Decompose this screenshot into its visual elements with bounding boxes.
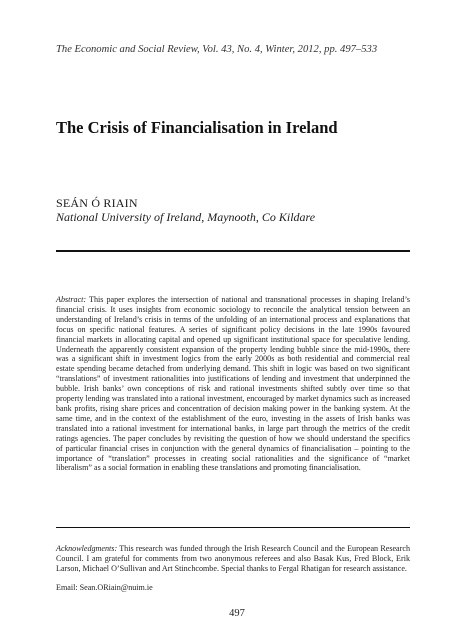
page-number: 497 — [229, 608, 245, 619]
abstract-paragraph — [56, 295, 410, 473]
author-email: Email: Sean.ORiain@nuim.ie — [56, 583, 153, 592]
author-name: SEÁN Ó RIAIN — [56, 196, 138, 210]
bottom-divider — [56, 527, 410, 528]
acknowledgments-label: Acknowledgments: — [56, 544, 118, 553]
article-title: The Crisis of Financialisation in Ireland — [56, 118, 338, 137]
top-divider — [56, 250, 410, 252]
author-affiliation: National University of Ireland, Maynooth, Co Kildare — [56, 210, 316, 224]
abstract-text: This paper explores the intersection of national and transnational processes in shaping Ireland’s financial crisis. It uses insights from economic sociology to reconcile the analytical tension between an understanding of Ireland’s crisis in terms of the unfolding of an international process and explanations that focus on specific national features. A series of significant policy decisions in the late 1990s favoured financial markets in allocating capital and opened up significant institutional space for speculative lending. Underneath the apparently consistent expansion of the property lending bubble since the mid-1990s, there was a significant shift in investment logics from the early 2000s as both residential and commercial real estate spending became detached from underlying demand. This shift in logic was based on two significant “translations” of investment rationalities into justifications of lending and investment that underpinned the bubble. Irish banks’ own conceptions of risk and rational investments shifted subtly over time so that property lending was translated into a rational investment, encouraged by market dynamics such as increased bank profits, rising share prices and concentration of decision making power in the banking system. At the same time, and in the context of the establishment of the euro, investing in the assets of Irish banks was translated into a rational investment for international banks, in large part through the metrics of the credit ratings agencies. The paper concludes by revisiting the question of how we should understand the specifics of particular financial crises in conjunction with the general dynamics of financialisation – pointing to the importance of “translation” processes in creating social rationalities and the significance of “market liberalism” as a social formation in enabling these translations and promoting financialisation. — [56, 295, 410, 473]
journal-citation: The Economic and Social Review, Vol. 43, No. 4, Winter, 2012, pp. 497–533 — [56, 44, 378, 55]
abstract-label: Abstract: — [56, 295, 87, 304]
acknowledgments-text: This research was funded through the Irish Research Council and the European Research Council. I am grateful for comments from two anonymous referees and also Basak Kus, Fred Block, Erik Larson, Michael O’Sullivan and Art Stinchcombe. Special thanks to Fergal Rhatigan for research assistance. — [56, 544, 410, 573]
acknowledgments-paragraph — [56, 544, 410, 574]
